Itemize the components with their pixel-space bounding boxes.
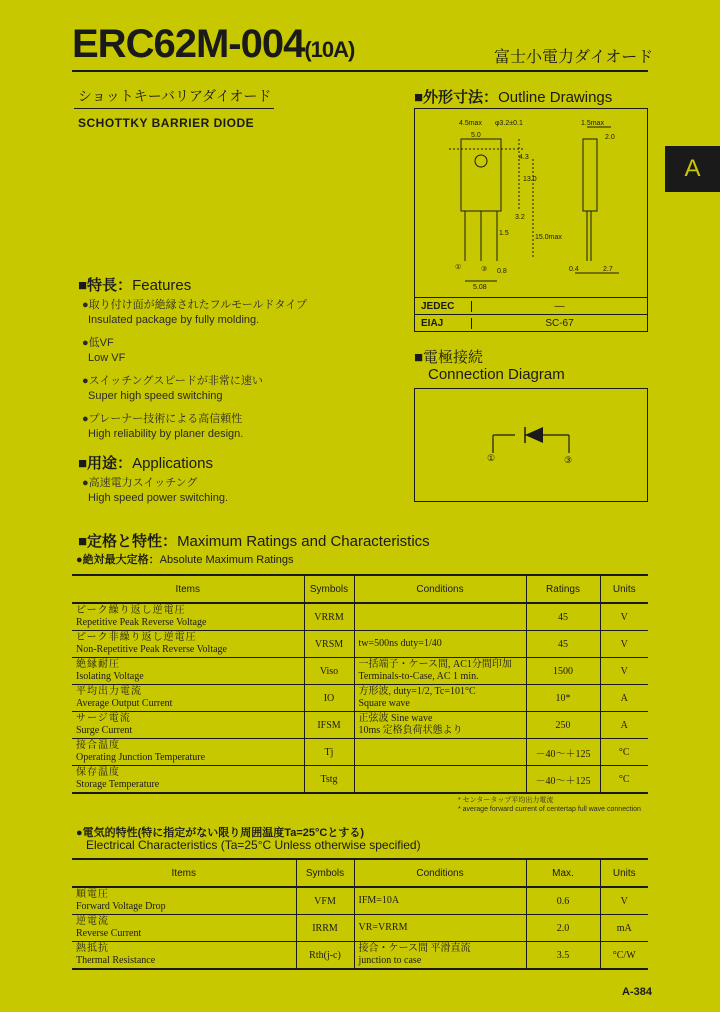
current-rating: (10A): [304, 37, 355, 62]
dim-label: 0.4: [569, 266, 579, 273]
item-en: Thermal Resistance: [76, 955, 156, 966]
dim-label: 15.0max: [535, 234, 562, 241]
feature-en: Low VF: [88, 352, 126, 364]
outline-title-en: Outline Drawings: [498, 89, 613, 106]
dim-label: 2.0: [605, 134, 615, 141]
ratings-title: [78, 530, 430, 551]
jedec-label: JEDEC: [415, 301, 472, 312]
max-value: 0.6: [526, 887, 600, 915]
jedec-row: [415, 297, 647, 331]
dim-label: 4.3: [519, 154, 529, 161]
ratings-subtitle-en: Absolute Maximum Ratings: [159, 554, 294, 566]
unit: °C/W: [600, 942, 648, 970]
item-jp: 熱抵抗: [76, 943, 109, 954]
electrical-title-en: Electrical Characteristics (Ta=25°C Unless otherwise specified): [86, 838, 421, 852]
applications-title-jp: ■用途：: [78, 455, 133, 472]
diode-symbol: [525, 427, 543, 443]
product-type-en: SCHOTTKY BARRIER DIODE: [78, 116, 255, 130]
eiaj-value: SC-67: [545, 317, 574, 329]
unit: °C: [600, 766, 648, 794]
item-jp: 逆電流: [76, 916, 109, 927]
unit: A: [600, 712, 648, 739]
package-body-side: [583, 139, 597, 211]
item-jp: 接合温度: [76, 740, 120, 751]
table-row: [72, 712, 648, 739]
symbol: IRRM: [296, 915, 354, 942]
column-header: Symbols: [296, 859, 354, 887]
features-list: [82, 296, 382, 448]
condition: Terminals-to-Case, AC 1 min.: [358, 671, 479, 682]
feature-jp: ●低VF: [82, 337, 114, 349]
column-header: Items: [72, 859, 296, 887]
feature-en: Insulated package by fully molding.: [88, 314, 260, 326]
electrical-characteristics-table: [72, 858, 648, 970]
table-header-row: [72, 859, 648, 887]
symbol: Viso: [304, 658, 354, 685]
feature-jp: ●プレーナー技術による高信頼性: [82, 413, 243, 425]
application-jp: ●高速電力スイッチング: [82, 477, 198, 489]
symbol: IFSM: [304, 712, 354, 739]
ratings-subtitle-jp: ●絶対最大定格：: [76, 554, 160, 566]
page-number: A-384: [622, 986, 652, 998]
eiaj-label: EIAJ: [415, 318, 472, 329]
table-row: [72, 685, 648, 712]
symbol: VRRM: [304, 603, 354, 631]
table-row: [72, 887, 648, 915]
condition: 正弦波 Sine wave: [358, 713, 433, 724]
unit: °C: [600, 739, 648, 766]
item-jp: ピーク非繰り返し逆電圧: [76, 632, 197, 643]
column-header: Units: [600, 859, 648, 887]
features-title-jp: ■特長：: [78, 277, 133, 294]
applications-list: [82, 474, 228, 504]
rating-value: 45: [526, 603, 600, 631]
unit: A: [600, 685, 648, 712]
rating-value: 250: [526, 712, 600, 739]
dim-label: 5.0: [471, 132, 481, 139]
condition: 一括端子・ケース間, AC1分間印加: [358, 659, 512, 670]
item-jp: 絶縁耐圧: [76, 659, 120, 670]
max-value: 3.5: [526, 942, 600, 970]
pin-label: ③: [481, 266, 488, 273]
rating-value: －40～＋125: [526, 739, 600, 766]
outline-title-jp: ■外形寸法：: [414, 89, 499, 106]
column-header: Max.: [526, 859, 600, 887]
dim-label: 0.8: [497, 268, 507, 275]
dim-label: 2.7: [603, 266, 613, 273]
pin-label: ①: [455, 264, 462, 271]
jedec-value: —: [554, 300, 565, 312]
pin-label: ③: [564, 455, 573, 465]
feature-en: High reliability by planer design.: [88, 428, 244, 440]
package-body-front: [461, 139, 501, 211]
symbol: Tstg: [304, 766, 354, 794]
part-number: ERC62M-004: [72, 22, 305, 66]
header-rule: [72, 70, 648, 72]
table-row: [72, 658, 648, 685]
ratings-footnote-en: * average forward current of centertap full wave connection: [458, 806, 641, 813]
max-ratings-table: [72, 574, 648, 794]
features-title: [78, 274, 191, 295]
condition: 10ms 定格負荷状態より: [358, 725, 463, 736]
connection-diagram-svg: [415, 389, 647, 501]
rating-value: －40～＋125: [526, 766, 600, 794]
condition: 接合・ケース間 平滑直流: [358, 943, 471, 954]
unit: V: [600, 887, 648, 915]
item-en: Average Output Current: [76, 698, 173, 709]
symbol: VRSM: [304, 631, 354, 658]
column-header: Conditions: [354, 859, 526, 887]
item-jp: ピーク繰り返し逆電圧: [76, 605, 186, 616]
unit: V: [600, 631, 648, 658]
item-en: Operating Junction Temperature: [76, 752, 206, 763]
applications-title-en: Applications: [132, 455, 213, 472]
item-jp: 平均出力電流: [76, 686, 142, 697]
table-row: [72, 915, 648, 942]
table-row: [72, 739, 648, 766]
column-header: Ratings: [526, 575, 600, 603]
feature-jp: ●取り付け面が絶縁されたフルモールドタイプ: [82, 299, 307, 311]
dim-label: 1.5: [499, 230, 509, 237]
pin-label: ①: [487, 453, 496, 463]
dim-label: 5.08: [473, 284, 487, 291]
product-type-jp: ショットキーバリアダイオード: [78, 88, 272, 104]
feature-en: Super high speed switching: [88, 390, 223, 402]
rating-value: 10*: [526, 685, 600, 712]
rating-value: 1500: [526, 658, 600, 685]
product-type-rule: [74, 108, 274, 109]
item-en: Isolating Voltage: [76, 671, 144, 682]
dim-label: 13.0: [523, 176, 537, 183]
column-header: Units: [600, 575, 648, 603]
table-row: [72, 603, 648, 631]
item-jp: 順電圧: [76, 889, 109, 900]
connection-title-en: Connection Diagram: [428, 366, 565, 383]
max-value: 2.0: [526, 915, 600, 942]
dim-label: 3.2: [515, 214, 525, 221]
connection-title-jp: ■電極接続: [414, 349, 484, 366]
table-row: [72, 942, 648, 970]
unit: V: [600, 658, 648, 685]
table-row: [72, 766, 648, 794]
outline-drawing-svg: [415, 109, 647, 299]
column-header: Items: [72, 575, 304, 603]
item-jp: サージ電流: [76, 713, 131, 724]
column-header: Conditions: [354, 575, 526, 603]
features-title-en: Features: [132, 277, 192, 294]
condition: tw=500ns duty=1/40: [358, 638, 442, 649]
item-en: Surge Current: [76, 725, 133, 736]
condition: 方形波, duty=1/2, Tc=101°C: [358, 686, 476, 697]
condition: Square wave: [358, 698, 410, 709]
manufacturer-category-jp: 富士小電力ダイオード: [494, 49, 654, 66]
table-row: [72, 631, 648, 658]
item-jp: 保存温度: [76, 767, 120, 778]
condition: junction to case: [358, 955, 422, 966]
applications-title: [78, 452, 213, 473]
feature-jp: ●スイッチングスピードが非常に速い: [82, 375, 263, 387]
dim-label: φ3.2±0.1: [495, 120, 523, 127]
item-en: Non-Repetitive Peak Reverse Voltage: [76, 644, 227, 655]
unit: mA: [600, 915, 648, 942]
condition: IFM=10A: [358, 895, 400, 906]
part-number-title: [72, 22, 354, 72]
ratings-title-en: Maximum Ratings and Characteristics: [177, 533, 430, 550]
column-header: Symbols: [304, 575, 354, 603]
electrical-title-jp: ●電気的特性(特に指定がない限り周囲温度Ta=25°Cとする): [76, 827, 364, 839]
connection-diagram-frame: [414, 388, 648, 502]
unit: V: [600, 603, 648, 631]
item-en: Repetitive Peak Reverse Voltage: [76, 617, 207, 628]
item-en: Forward Voltage Drop: [76, 901, 166, 912]
ratings-title-jp: ■定格と特性：: [78, 533, 178, 550]
rating-value: 45: [526, 631, 600, 658]
outline-drawing-frame: [414, 108, 648, 332]
table-header-row: [72, 575, 648, 603]
symbol: Tj: [304, 739, 354, 766]
item-en: Reverse Current: [76, 928, 142, 939]
symbol: VFM: [296, 887, 354, 915]
dim-label: 1.5max: [581, 120, 604, 127]
ratings-footnote-jp: * センタータップ平均出力電流: [458, 797, 554, 804]
dim-label: 4.5max: [459, 120, 482, 127]
condition: VR=VRRM: [358, 922, 408, 933]
item-en: Storage Temperature: [76, 779, 160, 790]
outline-title: [414, 86, 612, 107]
mounting-hole: [475, 155, 487, 167]
symbol: IO: [304, 685, 354, 712]
ratings-subtitle: [76, 551, 294, 567]
application-en: High speed power switching.: [88, 492, 229, 504]
section-tab-badge: A: [665, 146, 720, 192]
symbol: Rth(j-c): [296, 942, 354, 970]
